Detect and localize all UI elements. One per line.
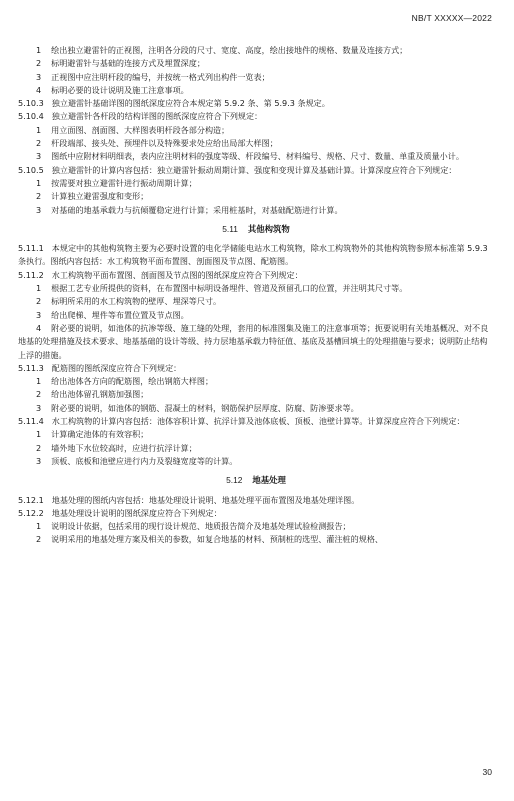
- clause-number: 5.12.1: [18, 494, 44, 505]
- item-number: 1: [36, 177, 42, 188]
- list-item: [18, 455, 494, 468]
- item-text: 给出池体留孔钢筋加强图；: [51, 389, 149, 400]
- clause: [18, 97, 494, 110]
- clause-number: 5.10.5: [18, 164, 44, 175]
- clause: [18, 507, 494, 520]
- list-item: [18, 428, 494, 441]
- section-heading: [18, 474, 494, 487]
- item-text: 说明设计依据，包括采用的现行设计规范、地质报告简介及地基处理试验检测报告；: [51, 521, 351, 532]
- item-number: 1: [36, 283, 42, 294]
- item-number: 2: [36, 442, 42, 453]
- list-item: [18, 388, 494, 401]
- document-body: [18, 44, 494, 547]
- clause-number: 5.10.3: [18, 98, 44, 109]
- standard-code: NB/T XXXXX—2022: [411, 13, 492, 23]
- item-number: 1: [36, 521, 42, 532]
- list-item: [18, 204, 494, 217]
- item-text: 顶板、底板和池壁应进行内力及裂缝宽度等的计算。: [51, 455, 238, 466]
- list-item: [18, 57, 494, 70]
- clause-text: 地基处理设计说明的图纸深度应符合下列规定：: [51, 507, 222, 518]
- section-number: 5.12: [226, 475, 243, 486]
- list-item: [18, 309, 494, 322]
- list-item: [18, 150, 494, 163]
- item-text: 用立面图、剖面图、大样图表明杆段各部分构造；: [51, 124, 230, 135]
- list-item: [18, 322, 494, 362]
- item-number: 3: [36, 455, 42, 466]
- item-number: 1: [36, 376, 42, 387]
- item-number: 2: [36, 389, 42, 400]
- item-number: 2: [36, 296, 42, 307]
- list-item: [18, 190, 494, 203]
- clause-text: 地基处理的图纸内容包括：地基处理设计说明、地基处理平面布置图及地基处理详图。: [51, 494, 360, 505]
- list-item: [18, 137, 494, 150]
- list-item: [18, 375, 494, 388]
- list-item: [18, 442, 494, 455]
- list-item: [18, 295, 494, 308]
- clause-text: 独立避雷针的计算内容包括：独立避雷针振动周期计算、强度和变现计算及基础计算。计算深度应符合下列规定：: [51, 164, 457, 175]
- item-text: 对基础的地基承载力与抗倾覆稳定进行计算；采用桩基时，对基础配筋进行计算。: [51, 204, 343, 215]
- clause-number: 5.11.4: [18, 416, 44, 427]
- item-text: 正视图中应注明杆段的编号，并按统一格式列出构件一览表；: [51, 71, 270, 82]
- clause-text: 本规定中的其他构筑物主要为必要时设置的电化学储能电站水工构筑物，除水工构筑物外的其他构筑物参照本标准第 5.9.3 条执行。图纸内容包括：水工构筑物平面布置图、剖面图及节点图、配筋图。: [18, 243, 488, 267]
- clause: [18, 269, 494, 282]
- clause: [18, 362, 494, 375]
- clause-number: 5.11.2: [18, 269, 44, 280]
- item-text: 绘出独立避雷针的正视图，注明各分段的尺寸、宽度、高度，绘出接地件的规格、数量及连接方式；: [51, 45, 408, 55]
- item-number: 1: [36, 429, 42, 440]
- clause-text: 水工构筑物的计算内容包括：池体容积计算、抗浮计算及池体底板、顶板、池壁计算等。计算深度应符合下列规定：: [51, 416, 465, 427]
- item-text: 标明必要的设计说明及施工注意事项。: [51, 84, 189, 95]
- item-number: 2: [36, 58, 42, 69]
- clause: [18, 242, 494, 269]
- item-text: 标明所采用的水工构筑物的壁厚、埋深等尺寸。: [51, 296, 222, 307]
- list-item: [18, 520, 494, 533]
- item-text: 给出池体各方向的配筋图，绘出钢筋大样图；: [51, 376, 214, 387]
- item-text: 杆段端部、接头处、预埋件以及特殊要求处应给出局部大样图；: [51, 138, 278, 149]
- clause-number: 5.11.3: [18, 362, 44, 373]
- list-item: [18, 124, 494, 137]
- item-number: 2: [36, 534, 42, 545]
- clause-text: 配筋图的图纸深度应符合下列规定：: [51, 362, 182, 373]
- item-number: 3: [36, 402, 42, 413]
- list-item: [18, 177, 494, 190]
- list-item: [18, 44, 494, 57]
- clause: [18, 110, 494, 123]
- section-title: 其他构筑物: [247, 223, 290, 234]
- clause-text: 水工构筑物平面布置图、剖面图及节点图的图纸深度应符合下列规定：: [51, 269, 303, 280]
- clause-number: 5.11.1: [18, 243, 44, 254]
- item-text: 给出爬梯、埋件等布置位置及节点图。: [51, 309, 189, 320]
- item-number: 2: [36, 138, 42, 149]
- item-text: 计算独立避雷强度和变形；: [51, 191, 149, 202]
- item-text: 按需要对独立避雷针进行振动周期计算；: [51, 177, 197, 188]
- clause: [18, 494, 494, 507]
- item-number: 3: [36, 204, 42, 215]
- section-title: 地基处理: [252, 475, 286, 486]
- item-number: 4: [36, 322, 42, 333]
- page-number: 30: [482, 767, 492, 777]
- item-number: 3: [36, 151, 42, 162]
- item-number: 3: [36, 309, 42, 320]
- item-number: 1: [36, 45, 42, 55]
- clause-number: 5.12.2: [18, 507, 44, 518]
- item-text: 根据工艺专业所提供的资料，在布置图中标明设备埋件、管道及预留孔口的位置，并注明其尺寸等。: [51, 283, 408, 294]
- item-number: 1: [36, 124, 42, 135]
- item-text: 附必要的说明，如池体的抗渗等级、施工缝的处理，套用的标准图集及施工的注意事项等；扼要说明有关地基概况、对不良地基的处理措施及技术要求、地基基础的设计等级、持力层地基承载力特征值、基底及基槽回填土的处理措施与要求；说明防止结构上浮的措施。: [18, 322, 489, 360]
- item-text: 计算确定池体的有效容积；: [51, 429, 149, 440]
- item-number: 3: [36, 71, 42, 82]
- item-number: 4: [36, 84, 42, 95]
- item-text: 图纸中应附材料明细表，表内应注明材料的强度等级、杆段编号、材料编号、规格、尺寸、数量、单重及质量小计。: [51, 151, 464, 162]
- item-text: 说明采用的地基处理方案及相关的参数，如复合地基的材料、预制桩的选型、灌注桩的规格、: [51, 534, 384, 545]
- clause: [18, 164, 494, 177]
- clause-text: 独立避雷针基础详图的图纸深度应符合本规定第 5.9.2 条、第 5.9.3 条规定。: [51, 98, 330, 109]
- clause-number: 5.10.4: [18, 111, 44, 122]
- list-item: [18, 282, 494, 295]
- clause-text: 独立避雷针各杆段的结构详图的图纸深度应符合下列规定：: [51, 111, 263, 122]
- section-heading: [18, 223, 494, 236]
- list-item: [18, 533, 494, 546]
- list-item: [18, 402, 494, 415]
- list-item: [18, 71, 494, 84]
- item-text: 墙外地下水位较高时，应进行抗浮计算；: [51, 442, 197, 453]
- item-text: 附必要的说明，如池体的钢筋、混凝土的材料，钢筋保护层厚度、防腐、防渗要求等。: [51, 402, 359, 413]
- list-item: [18, 84, 494, 97]
- item-number: 2: [36, 191, 42, 202]
- section-number: 5.11: [222, 223, 238, 234]
- item-text: 标明避雷针与基础的连接方式及埋置深度；: [51, 58, 205, 69]
- clause: [18, 415, 494, 428]
